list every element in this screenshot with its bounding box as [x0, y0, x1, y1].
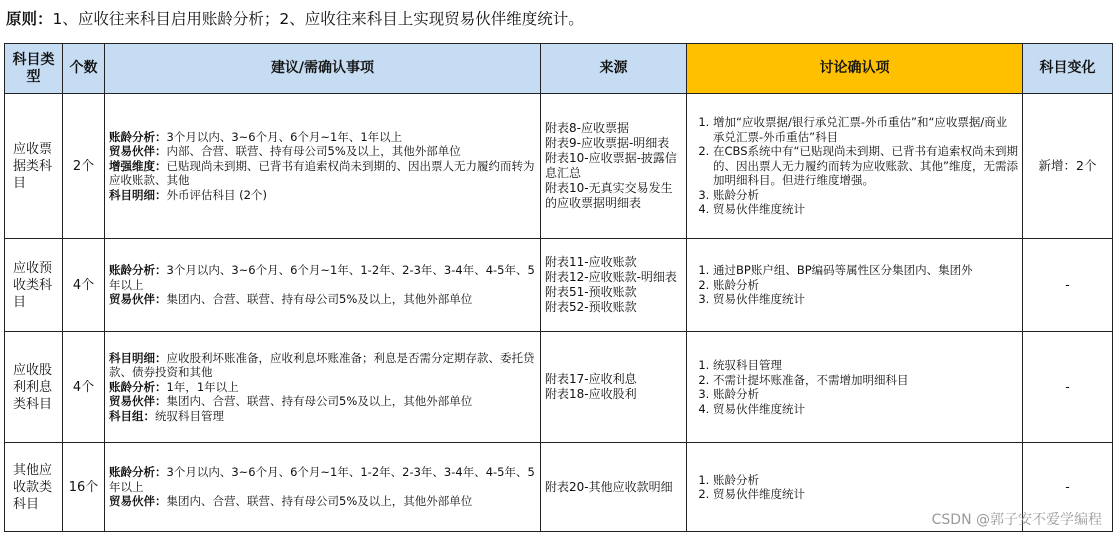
suggest-item [109, 130, 536, 145]
suggest-label: 科目组： [109, 408, 155, 423]
row-change: 新增：2个 [1023, 94, 1113, 239]
suggest-item [109, 380, 536, 395]
principle-line [6, 4, 584, 34]
table-row [5, 239, 1113, 332]
header-discuss: 讨论确认项 [687, 44, 1023, 94]
row-suggest [105, 94, 541, 239]
header-suggest: 建议/需确认事项 [105, 44, 541, 94]
suggest-item [109, 263, 536, 292]
source-item: 附表52-预收账款 [545, 300, 637, 314]
row-change: - [1023, 443, 1113, 532]
suggest-item [109, 394, 536, 409]
header-change: 科目变化 [1023, 44, 1113, 94]
source-item: 附表10-无真实交易发生的应收票据明细表 [545, 181, 673, 210]
suggest-item [109, 144, 536, 159]
row-suggest [105, 443, 541, 532]
source-item: 附表10-应收票据-披露信息汇总 [545, 151, 677, 180]
table-header-row [5, 44, 1113, 94]
suggest-item [109, 292, 536, 307]
subject-table [4, 43, 1113, 532]
row-discuss [687, 332, 1023, 443]
suggest-text: 1年，1年以上 [166, 379, 239, 394]
suggest-text: 外币评估科目 (2个) [166, 187, 267, 202]
source-item: 附表11-应收账款 [545, 255, 637, 269]
table-row [5, 94, 1113, 239]
suggest-label: 科目明细： [109, 350, 167, 365]
suggest-text: 应收股利坏账准备，应收利息坏账准备；利息是否需分定期存款、委托贷款、债券投资和其他 [109, 350, 535, 380]
suggest-text: 内部、合营、联营、持有母公司5%及以上，其他外部单位 [166, 144, 461, 159]
suggest-item [109, 494, 536, 509]
discuss-item: 2. 不需计提坏账准备，不需增加明细科目 [713, 373, 1018, 388]
row-source [541, 94, 687, 239]
suggest-label: 账龄分析： [109, 263, 167, 278]
suggest-text: 3个月以内、3~6个月、6个月~1年、1-2年、2-3年、3-4年、4-5年、5年以上 [109, 465, 535, 494]
row-change: - [1023, 332, 1113, 443]
suggest-label: 账龄分析： [109, 379, 167, 394]
suggest-text: 统驭科目管理 [155, 408, 224, 423]
suggest-item [109, 351, 536, 380]
suggest-label: 贸易伙伴： [109, 394, 167, 409]
suggest-text: 集团内、合营、联营、持有母公司5%及以上，其他外部单位 [166, 394, 473, 409]
row-source [541, 239, 687, 332]
table-row [5, 332, 1113, 443]
row-type: 应收预收类科目 [5, 239, 63, 332]
suggest-label: 科目明细： [109, 187, 167, 202]
row-change: - [1023, 239, 1113, 332]
discuss-item: 3. 贸易伙伴维度统计 [713, 292, 1018, 307]
row-count: 2个 [63, 94, 105, 239]
discuss-item: 2. 在CBS系统中有“已贴现尚未到期、已背书有追索权尚未到期的、因出票人无力履约而转为应收账款、其他”维度，无需添加明细科目。但进行维度增强。 [713, 144, 1018, 188]
suggest-item [109, 159, 536, 188]
row-type: 应收股利利息类科目 [5, 332, 63, 443]
header-source: 来源 [541, 44, 687, 94]
discuss-item: 2. 贸易伙伴维度统计 [713, 487, 1018, 502]
discuss-item: 4. 贸易伙伴维度统计 [713, 202, 1018, 217]
suggest-item [109, 188, 536, 203]
discuss-list [691, 263, 1018, 307]
suggest-text: 已贴现尚未到期、已背书有追索权尚未到期的、因出票人无力履约而转为应收账款、其他 [109, 158, 535, 188]
discuss-item: 1. 统驭科目管理 [713, 358, 1018, 373]
row-discuss [687, 239, 1023, 332]
row-type: 应收票据类科目 [5, 94, 63, 239]
source-item: 附表51-预收账款 [545, 285, 637, 299]
row-suggest [105, 332, 541, 443]
suggest-text: 集团内、合营、联营、持有母公司5%及以上，其他外部单位 [166, 292, 473, 307]
suggest-item [109, 465, 536, 494]
suggest-text: 3个月以内、3~6个月、6个月~1年、1年以上 [166, 129, 403, 144]
row-suggest [105, 239, 541, 332]
discuss-list [691, 473, 1018, 502]
row-count: 16个 [63, 443, 105, 532]
source-item: 附表18-应收股利 [545, 387, 637, 401]
source-item: 附表20-其他应收款明细 [545, 479, 673, 494]
suggest-item [109, 409, 536, 424]
suggest-label: 账龄分析： [109, 129, 167, 144]
suggest-label: 贸易伙伴： [109, 292, 167, 307]
principle-label: 原则： [6, 10, 53, 28]
row-source [541, 443, 687, 532]
header-type: 科目类型 [5, 44, 63, 94]
discuss-item: 3. 账龄分析 [713, 188, 1018, 203]
discuss-item: 2. 账龄分析 [713, 278, 1018, 293]
principle-text: 1、应收往来科目启用账龄分析；2、应收往来科目上实现贸易伙伴维度统计。 [52, 10, 584, 28]
source-item: 附表12-应收账款-明细表 [545, 270, 677, 284]
discuss-item: 3. 账龄分析 [713, 387, 1018, 402]
row-count: 4个 [63, 332, 105, 443]
discuss-item: 1. 增加“应收票据/银行承兑汇票-外币重估”和“应收票据/商业承兑汇票-外币重估”科目 [713, 115, 1018, 144]
discuss-item: 1. 账龄分析 [713, 473, 1018, 488]
row-discuss [687, 94, 1023, 239]
row-type: 其他应收款类科目 [5, 443, 63, 532]
discuss-list [691, 358, 1018, 416]
suggest-label: 增强维度： [109, 158, 167, 173]
source-item: 附表17-应收利息 [545, 372, 637, 386]
discuss-item: 1. 通过BP账户组、BP编码等属性区分集团内、集团外 [713, 263, 1018, 278]
discuss-list [691, 115, 1018, 217]
discuss-item: 4. 贸易伙伴维度统计 [713, 402, 1018, 417]
source-item: 附表8-应收票据 [545, 121, 629, 135]
row-count: 4个 [63, 239, 105, 332]
source-item: 附表9-应收票据-明细表 [545, 136, 670, 150]
header-count: 个数 [63, 44, 105, 94]
suggest-label: 账龄分析： [109, 465, 167, 480]
suggest-label: 贸易伙伴： [109, 144, 167, 159]
suggest-text: 3个月以内、3~6个月、6个月~1年、1-2年、2-3年、3-4年、4-5年、5年以上 [109, 263, 535, 292]
watermark: CSDN @郭子安不爱学编程 [931, 512, 1102, 528]
suggest-text: 集团内、合营、联营、持有母公司5%及以上，其他外部单位 [166, 494, 473, 509]
row-source [541, 332, 687, 443]
suggest-label: 贸易伙伴： [109, 494, 167, 509]
